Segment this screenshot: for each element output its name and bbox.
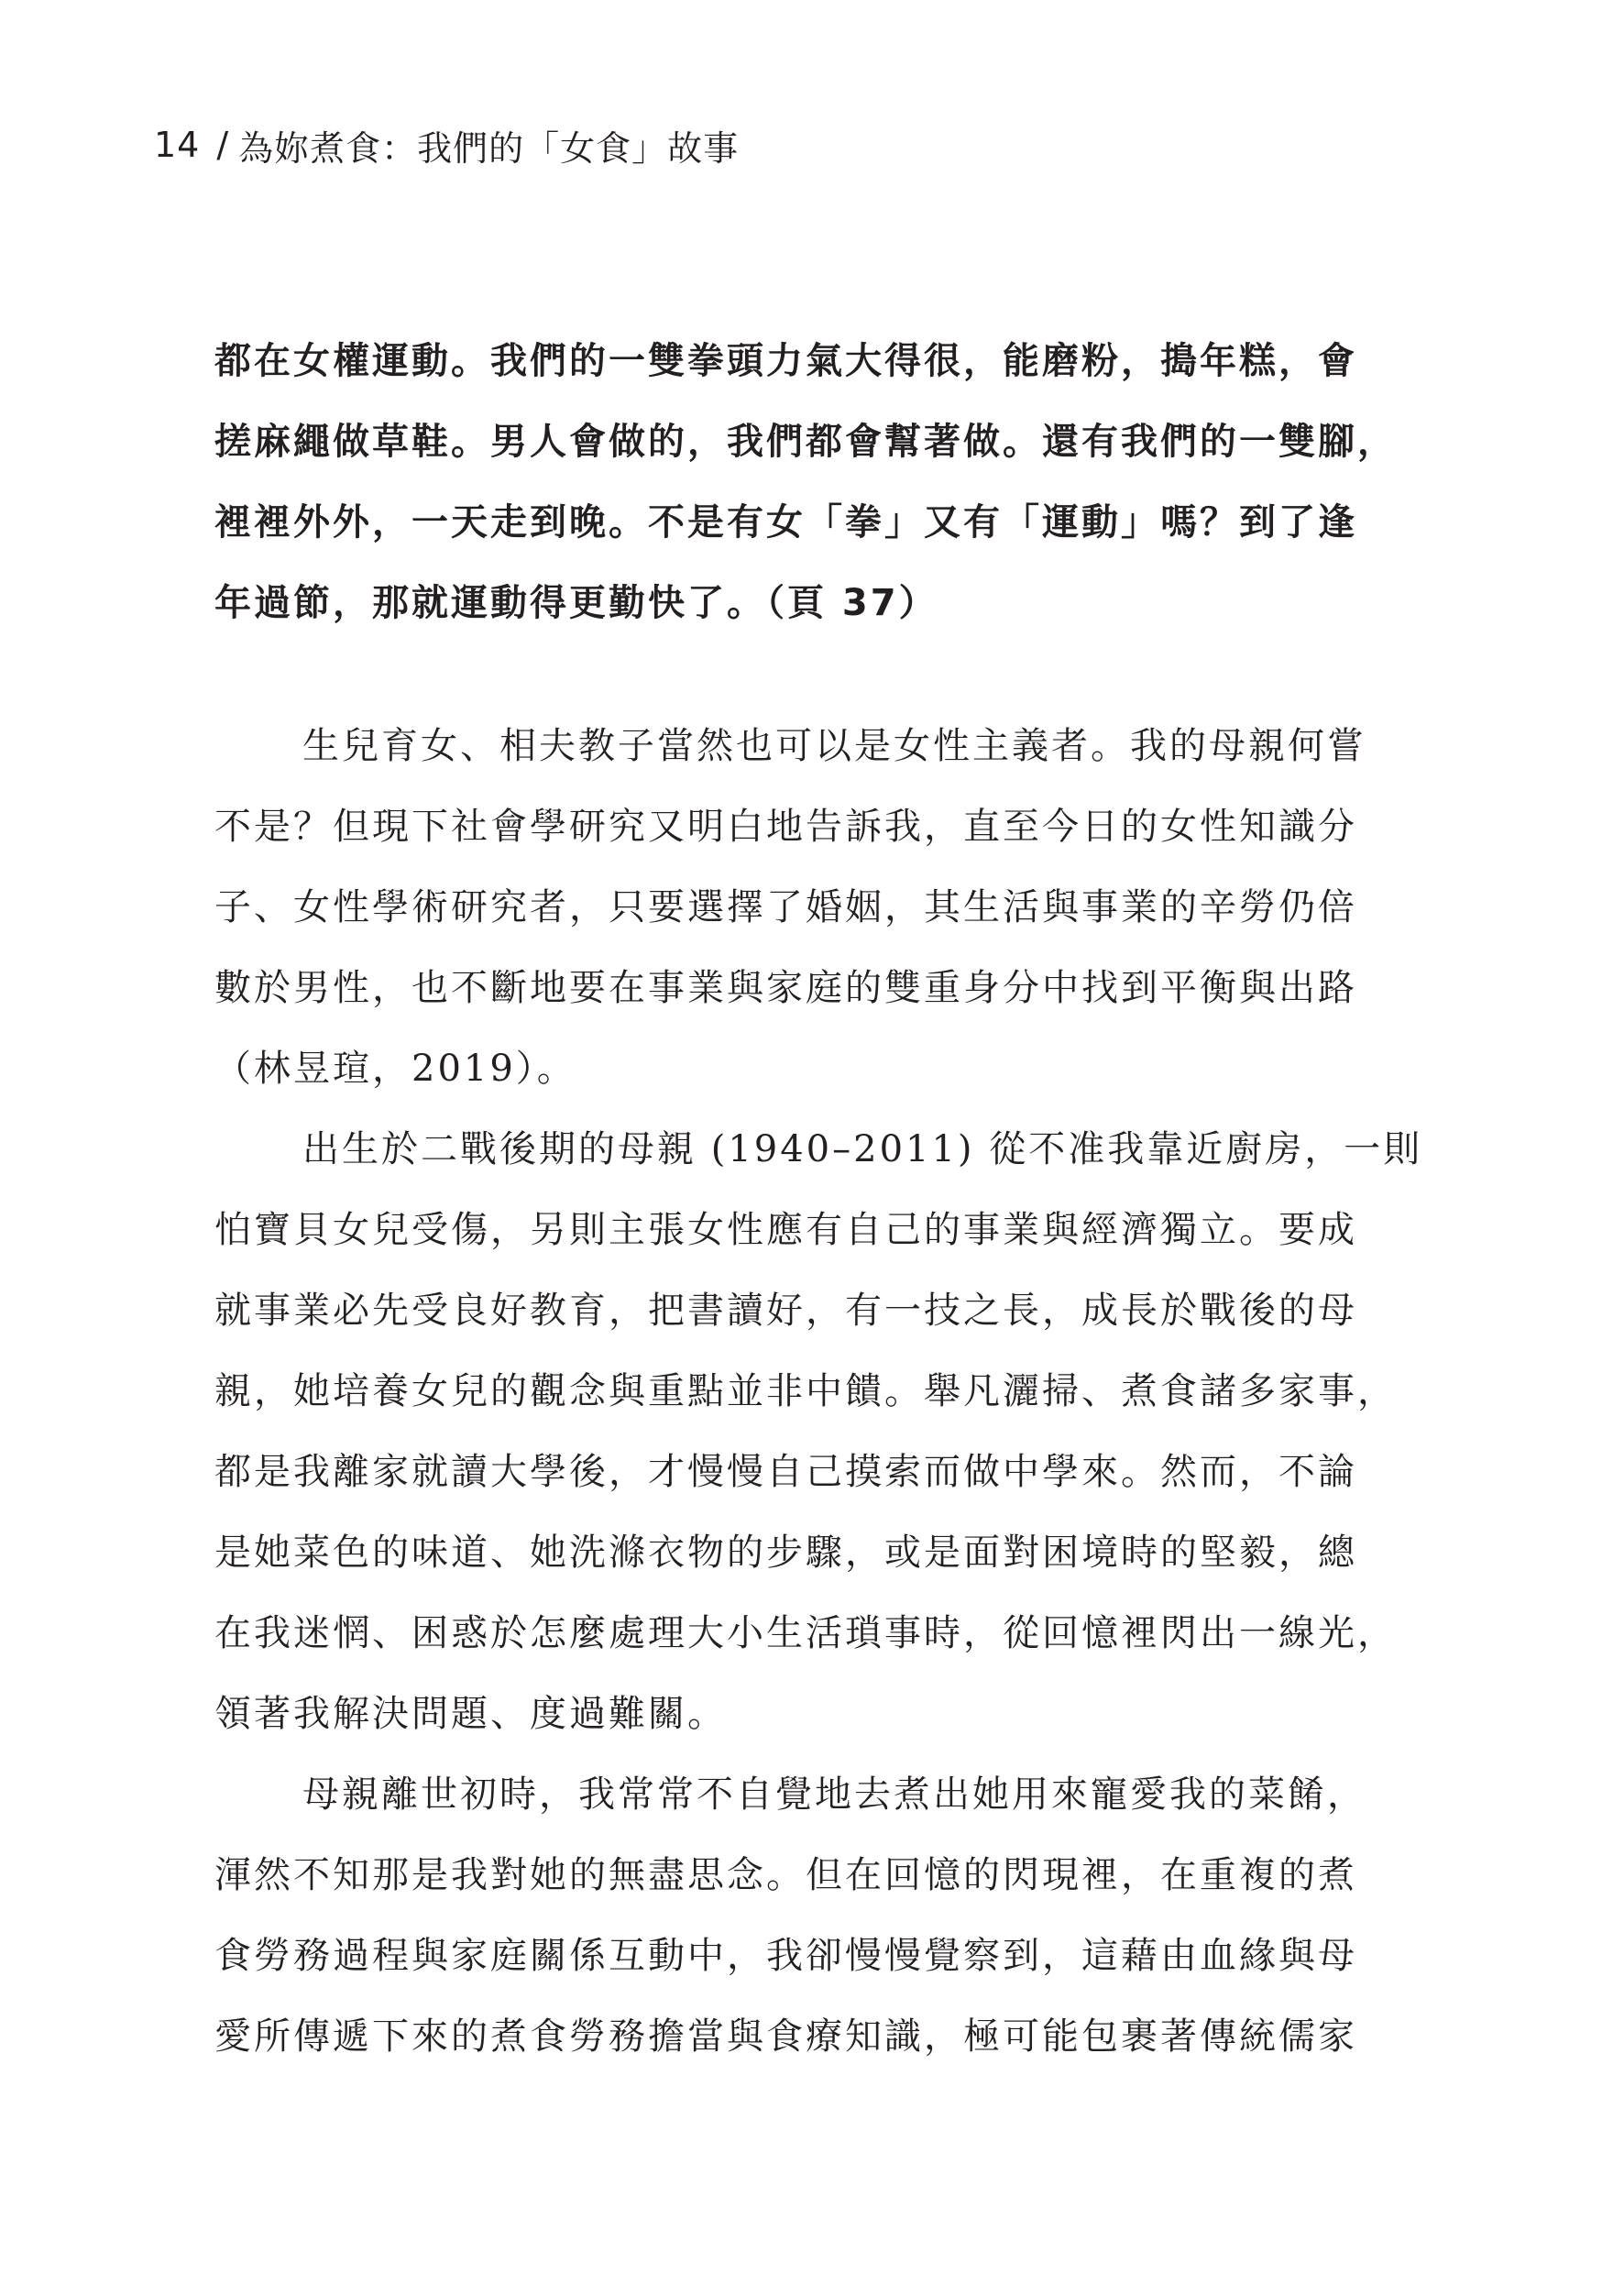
header-separator: / <box>216 125 230 165</box>
quote-line: 都在女權運動。我們的一雙拳頭力氣大得很，能磨粉，搗年糕，會 <box>214 340 1357 382</box>
paragraph-2-line: 是她菜色的味道、她洗滌衣物的步驟，或是面對困境時的堅毅，總 <box>214 1532 1357 1574</box>
book-title: 為妳煮食：我們的「女食」故事 <box>238 127 740 169</box>
block-quote <box>214 321 1433 643</box>
quote-line: 裡裡外外，一天走到晚。不是有女「拳」又有「運動」嗎？到了逢 <box>214 501 1357 544</box>
paragraph-3-line: 母親離世初時，我常常不自覺地去煮出她用來寵愛我的菜餚， <box>302 1773 1366 1816</box>
paragraph-2-line: 就事業必先受良好教育，把書讀好，有一技之長，成長於戰後的母 <box>214 1290 1357 1332</box>
page-number: 14 <box>154 125 201 165</box>
paragraph-1-line: 不是？但現下社會學研究又明白地告訴我，直至今日的女性知識分 <box>214 806 1357 848</box>
paragraph-1-line: 生兒育女、相夫教子當然也可以是女性主義者。我的母親何嘗 <box>302 725 1366 767</box>
paragraph-2-line: 親，她培養女兒的觀念與重點並非中饋。舉凡灑掃、煮食諸多家事， <box>214 1370 1397 1412</box>
body-text <box>214 706 1433 2077</box>
running-header <box>154 117 739 172</box>
quote-line: 搓麻繩做草鞋。男人會做的，我們都會幫著做。還有我們的一雙腳， <box>214 421 1397 463</box>
paragraph-2-line: 領著我解決問題、度過難關。 <box>214 1693 727 1735</box>
paragraph-3-line: 食勞務過程與家庭關係互動中，我卻慢慢覺察到，這藉由血緣與母 <box>214 1935 1357 1977</box>
paragraph-1-line: 數於男性，也不斷地要在事業與家庭的雙重身分中找到平衡與出路 <box>214 967 1357 1009</box>
paragraph-1-line: （林昱瑄，2019）。 <box>214 1048 576 1090</box>
paragraph-3-line: 愛所傳遞下來的煮食勞務擔當與食療知識，極可能包裹著傳統儒家 <box>214 2015 1357 2058</box>
paragraph-2-line: 在我迷惘、困惑於怎麼處理大小生活瑣事時，從回憶裡閃出一線光， <box>214 1612 1397 1654</box>
paragraph-3-line: 渾然不知那是我對她的無盡思念。但在回憶的閃現裡，在重複的煮 <box>214 1854 1357 1896</box>
paragraph-2-line: 都是我離家就讀大學後，才慢慢自己摸索而做中學來。然而，不論 <box>214 1451 1357 1493</box>
paragraph-1-line: 子、女性學術研究者，只要選擇了婚姻，其生活與事業的辛勞仍倍 <box>214 886 1357 928</box>
paragraph-2-line: 出生於二戰後期的母親 (1940–2011) 從不准我靠近廚房，一則 <box>302 1128 1423 1170</box>
paragraph-2-line: 怕寶貝女兒受傷，另則主張女性應有自己的事業與經濟獨立。要成 <box>214 1209 1357 1251</box>
quote-line: 年過節，那就運動得更勤快了。（頁 37） <box>214 582 938 624</box>
